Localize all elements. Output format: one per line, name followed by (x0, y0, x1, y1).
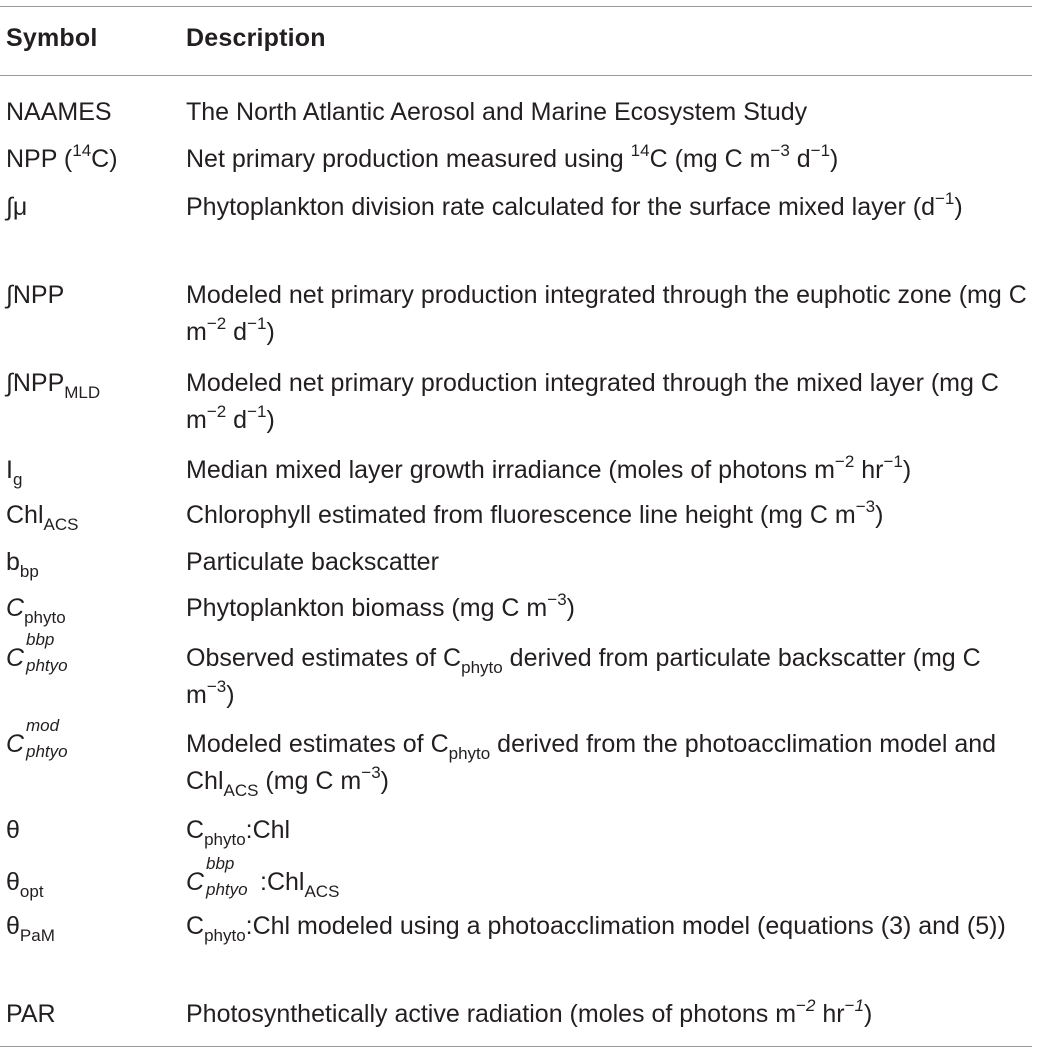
row-description: C bbp phtyo :Chl$_{ACS}$ (186, 854, 340, 901)
row-description: $C_{phyto}:Chl$ (186, 816, 291, 849)
table-top-rule (0, 6, 1032, 7)
header-symbol: Symbol (6, 24, 98, 52)
row-description: Particulate backscatter (186, 548, 439, 576)
row-symbol: ∫μ (6, 193, 28, 221)
row-symbol: PAR (6, 1000, 56, 1028)
row-symbol: NAAMES (6, 98, 112, 126)
row-description: $C_{phyto}:Chl$ modeled using a photoacclimation model (equations (3) and (5)) (186, 912, 1006, 945)
row-description: Modeled net primary production integrated through the euphotic zone (mg C $m^{-2}$ $d^{-1}$) (186, 281, 1027, 346)
row-description: Photosynthetically active radiation (moles of photons $m^{-2}$ $hr^{-1}$) (186, 996, 873, 1028)
row-symbol: θ (6, 816, 20, 844)
row-symbol: NPP ($^{14}$C) (6, 141, 118, 173)
row-description: Observed estimates of $C_{phyto}$ derived from particulate backscatter (mg C $m^{-3}$) (186, 644, 981, 709)
row-description: Modeled estimates of $C_{phyto}$ derived from the photoacclimation model and Chl$_{ACS}$ (mg C $m^{-3}$) (186, 730, 997, 800)
row-description: Net primary production measured using $^{14}$C (mg C $m^{-3}$ $d^{-1}$) (186, 141, 839, 173)
row-symbol: Chl$_{ACS}$ (6, 501, 79, 534)
row-symbol: C bbp phtyo (6, 630, 68, 675)
row-symbol: $b_{bp}$ (6, 548, 39, 581)
row-description: Phytoplankton biomass (mg C $m^{-3}$) (186, 590, 575, 622)
row-symbol: ∫NPP (6, 281, 65, 309)
table-bottom-rule (0, 1046, 1032, 1047)
row-symbol: $\int NPP_{MLD}$ (6, 369, 101, 402)
row-symbol: $I_g$ (6, 456, 23, 489)
header-description: Description (186, 24, 326, 52)
row-symbol: $\theta_{PaM}$ (6, 912, 55, 945)
row-description: Median mixed layer growth irradiance (moles of photons $m^{-2}$ $hr^{-1}$) (186, 452, 912, 484)
row-description: Chlorophyll estimated from fluorescence line height (mg C $m^{-3}$) (186, 497, 884, 529)
table-header-rule (0, 75, 1032, 76)
row-symbol: $\theta_{opt}$ (6, 868, 44, 901)
row-description: Phytoplankton division rate calculated for the surface mixed layer $(d^{-1})$ (186, 189, 963, 221)
row-description: Modeled net primary production integrated through the mixed layer (mg C $m^{-2}$ $d^{-1}$) (186, 369, 999, 434)
row-symbol: C mod phtyo (6, 716, 68, 761)
row-description: The North Atlantic Aerosol and Marine Ecosystem Study (186, 98, 808, 126)
row-symbol: $C_{phyto}$ (6, 594, 66, 627)
